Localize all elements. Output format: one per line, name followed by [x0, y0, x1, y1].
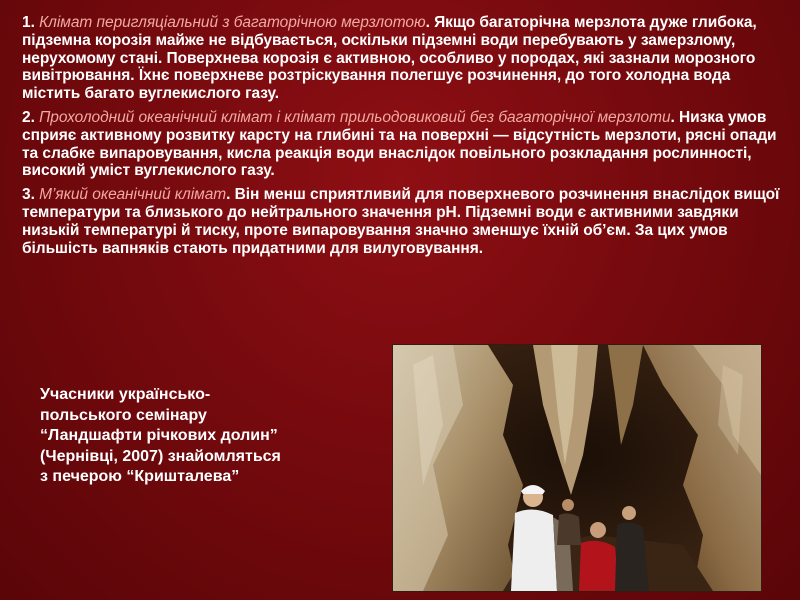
paragraph-3-number: 3.: [22, 186, 40, 204]
paragraph-1-number: 1.: [22, 14, 40, 31]
main-text: [22, 14, 786, 263]
paragraph-2-heading: Прохолодний океанічний клімат і клімат прильодовиковий без багаторічної мерзлоти: [39, 108, 671, 126]
paragraph-2-text: . Низка умов сприяє активному розвитку карсту на глибині та на поверхні — відсутність мерзлоти, рясні опади та слабке випаровування, кисла реакція води внаслідок повільного розкладання рослинності, високий уміст вуглекислого газу.: [22, 108, 777, 180]
paragraph-1-text: . Якщо багаторічна мерзлота дуже глибока, підземна корозія майже не відбувається, оскільки підземні води перебувають у замерзлому, нерухомому стані. Поверхнева корозія є активною, особливо у породах, які зазнали морозного вивітрювання. Їхнє поверхневе розтріскування полегшує розчинення, до того холодна вода містить багато вуглекислого газу.: [22, 14, 757, 103]
cave-photo: [392, 344, 762, 592]
paragraph-1-heading: Клімат перигляціальний з багаторічною мерзлотою: [39, 14, 426, 31]
paragraph-1: [22, 14, 786, 103]
paragraph-3-heading: М’який океанічний клімат: [39, 186, 227, 204]
paragraph-3: [22, 186, 786, 257]
photo-caption: Учасники українсько-польського семінару “Ландшафти річкових долин” (Чернівці, 2007) знайомляться з печерою “Кришталева”: [40, 386, 281, 485]
paragraph-2: [22, 109, 786, 180]
paragraph-3-text: . Він менш сприятливий для поверхневого розчинення внаслідок вищої температури та близького до нейтрального значення рН. Підземні води є активними завдяки низькій температурі й тиску, проте випаровування значно зменшує їхній об’єм. За цих умов більшість вапняків стають придатними для вилуговування.: [22, 186, 780, 257]
paragraph-2-number: 2.: [22, 108, 40, 126]
cave-photo-illustration: [393, 345, 761, 591]
